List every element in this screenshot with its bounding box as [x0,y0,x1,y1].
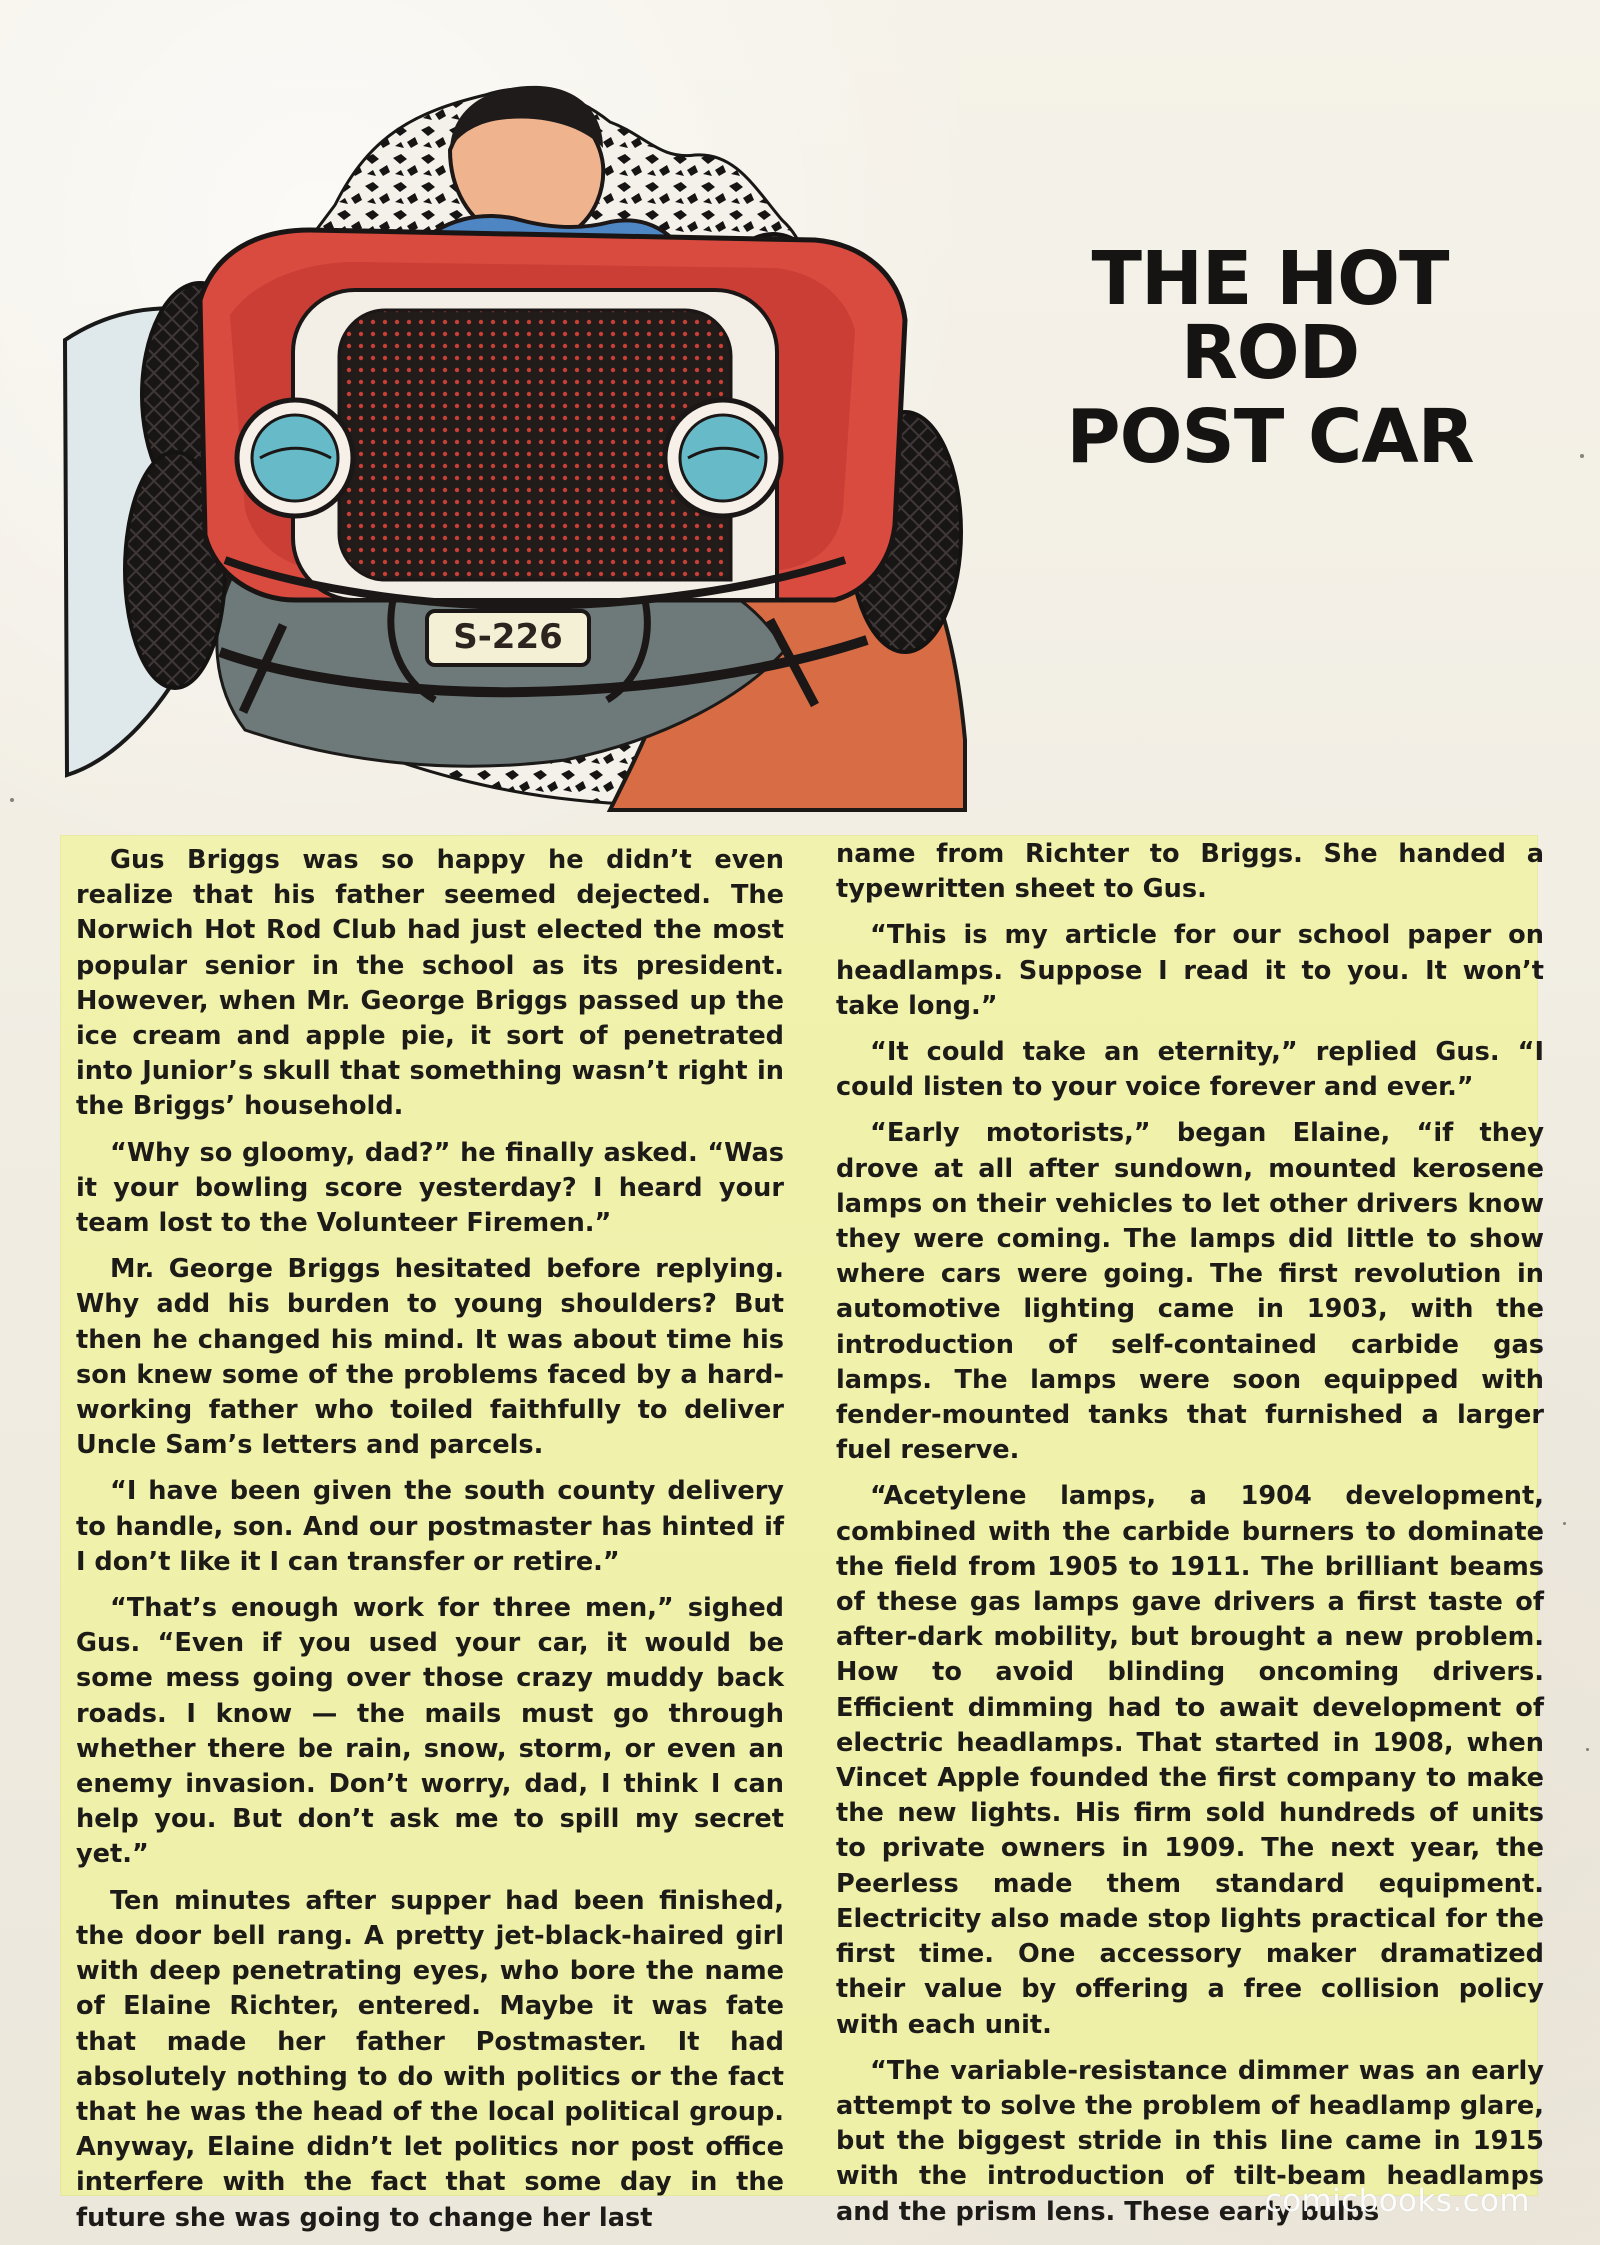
paragraph: “Early motorists,” began Elaine, “if they drove at all after sundown, mounted kerosene lamps on their vehicles to let other drivers know they were coming. The lamps did little to show where cars were going. The first revolution in automotive lighting came in 1903, with the introduction of self-contained carbide gas lamps. The lamps were soon equipped with fender-mounted tanks that furnished a larger fuel reserve. [836,1118,1544,1466]
paragraph: “I have been given the south county delivery to handle, son. And our postmaster has hinted if I don’t like it I can transfer or retire.” [76,1476,784,1577]
paragraph: Gus Briggs was so happy he didn’t even realize that his father seemed dejected. The Norwich Hot Rod Club had just elected the most popular senior in the school as its president. However, when Mr. George Briggs passed up the ice cream and apple pie, it sort of penetrated into Junior’s skull that something wasn’t right in the Briggs’ household. [76,845,784,1122]
speck-dot [10,798,14,802]
license-plate-text: S-226 [453,617,563,657]
speck-dot [1580,454,1584,458]
hot-rod-illustration [55,40,980,810]
title-line-1: THE HOT ROD [1091,236,1449,396]
paragraph: “Why so gloomy, dad?” he finally asked. “Was it your bowling score yesterday? I heard your team lost to the Volunteer Firemen.” [76,1137,784,1239]
paragraph: “The variable-resistance dimmer was an early attempt to solve the problem of headlamp glare, but the biggest stride in this line came in 1915 with the introduction of tilt-beam headlamps and the prism lens. These early bulbs [836,2055,1544,2227]
paragraph: “This is my article for our school paper on headlamps. Suppose I read it to you. It won’t take long.” [836,920,1544,1021]
paragraph: “It could take an eternity,” replied Gus. “I could listen to your voice forever and ever.” [836,1037,1544,1103]
speck-dot [1563,1522,1566,1525]
paragraph: Ten minutes after supper had been finished, the door bell rang. A pretty jet-black-haired girl with deep penetrating eyes, who bore the name of Elaine Richter, entered. Maybe it was fate that made her father Postmaster. It had absolutely nothing to do with politics or the fact that he was the head of the local political group. Anyway, Elaine didn’t let politics nor post office interfere with the fact that some day in the future she was going to change her last [76,1885,784,2233]
paragraph: name from Richter to Briggs. She handed a typewritten sheet to Gus. [836,839,1544,905]
paragraph: Mr. George Briggs hesitated before replying. Why add his burden to young shoulders? But then he changed his mind. It was about time his son knew some of the problems faced by a hard-working father who toiled faithfully to deliver Uncle Sam’s letters and parcels. [76,1254,784,1461]
speck-dot [1586,1748,1589,1751]
paragraph: “That’s enough work for three men,” sighed Gus. “Even if you used your car, it would be some mess going over those crazy muddy back roads. I know — the mails must go through whether there be rain, snow, storm, or even an enemy invasion. Don’t worry, dad, I think I can help you. But don’t ask me to spill my secret yet.” [76,1593,784,1870]
paragraph: “Acetylene lamps, a 1904 development, combined with the carbide burners to dominate the field from 1905 to 1911. The brilliant beams of these gas lamps gave drivers a first taste of after-dark mobility, but brought a new problem. How to avoid blinding oncoming drivers. Efficient dimming had to await development of electric headlamps. That started in 1908, when Vincet Apple founded the first company to make the new lights. His firm sold hundreds of units to private owners in 1909. The next year, the Peerless made them standard equipment. Electricity also made stop lights practical for the first time. One accessory maker dramatized their value by offering a free collision policy with each unit. [836,1481,1544,2040]
article-left-column [76,835,784,2233]
title-line-2: POST CAR [1066,394,1474,480]
watermark-text: comicbooks.com [1264,2183,1530,2219]
